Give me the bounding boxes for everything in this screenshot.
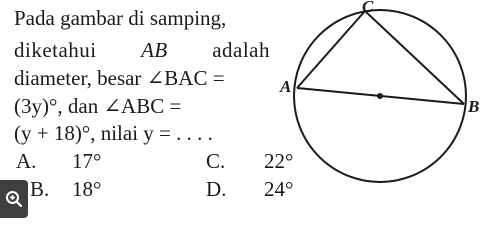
option-a-value: 17°	[72, 149, 102, 173]
center-point	[377, 93, 383, 99]
question-line-4: (3y)°, dan ∠ABC =	[14, 94, 182, 118]
label-b: B	[468, 97, 480, 116]
label-c: C	[362, 0, 374, 16]
circle-diagram	[270, 0, 494, 219]
option-b-value: 18°	[72, 177, 102, 201]
option-c-letter: C.	[206, 149, 226, 173]
chord-bc	[365, 11, 464, 104]
question-line-2	[14, 38, 270, 62]
option-a-letter: A.	[16, 149, 37, 173]
question-line-1: Pada gambar di samping,	[14, 6, 227, 30]
option-c-value: 22°	[264, 149, 294, 173]
question-line-5: (y + 18)°, nilai y = . . . .	[14, 121, 213, 145]
option-b-letter: B.	[30, 177, 50, 201]
label-a: A	[280, 77, 292, 96]
question-word-ab: AB	[141, 38, 168, 62]
zoom-in-icon	[5, 190, 23, 208]
zoom-button[interactable]	[0, 180, 28, 218]
question-word: adalah	[212, 38, 270, 62]
question-line-3: diameter, besar ∠BAC =	[14, 66, 225, 90]
option-d-letter: D.	[206, 177, 227, 201]
question-word: diketahui	[14, 38, 97, 62]
option-d-value: 24°	[264, 177, 294, 201]
